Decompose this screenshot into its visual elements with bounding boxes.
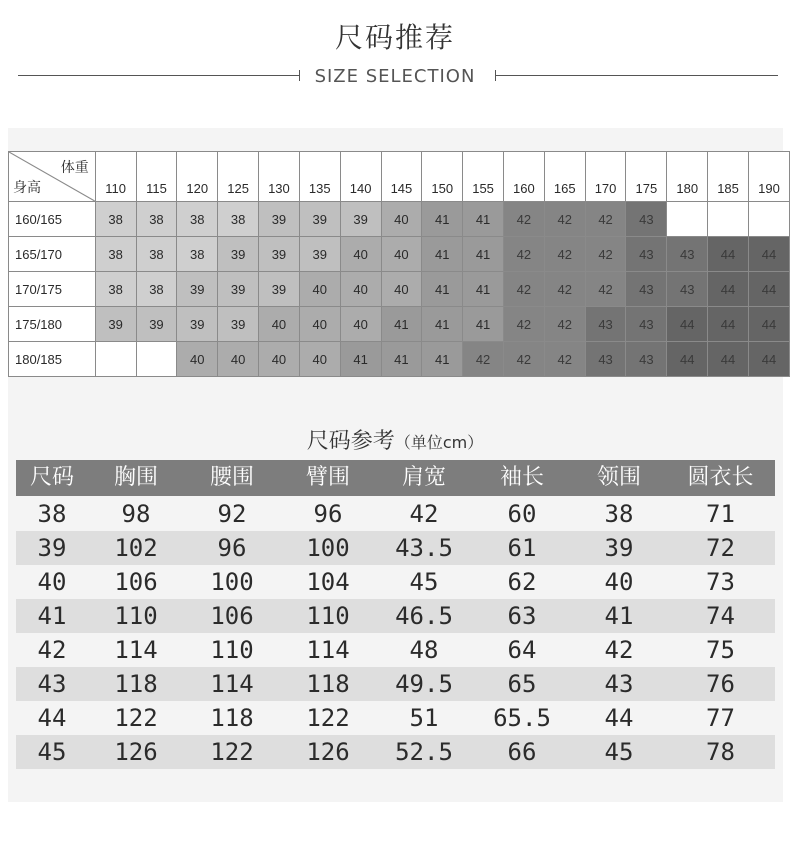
- table-row: [16, 599, 775, 633]
- height-label: 180/185: [9, 342, 96, 377]
- column-header: 腰围: [209, 465, 254, 490]
- table-cell: 52.5: [395, 738, 453, 766]
- table-cell: 114: [306, 636, 350, 664]
- table-cell: 45: [604, 738, 634, 766]
- weight-header-cell: 150: [422, 152, 463, 202]
- weight-header-cell: 130: [259, 152, 300, 202]
- title-divider-right: [495, 75, 778, 76]
- size-cell: 41: [340, 342, 381, 377]
- table-cell: 43: [37, 670, 67, 698]
- weight-header-cell: 140: [340, 152, 381, 202]
- size-cell: 44: [667, 307, 708, 342]
- table-row: [16, 735, 775, 769]
- table-cell: 44: [604, 704, 634, 732]
- size-cell: 39: [259, 202, 300, 237]
- size-cell: 42: [503, 237, 544, 272]
- table-cell: 106: [114, 568, 158, 596]
- weight-header-cell: 180: [667, 152, 708, 202]
- table-cell: 72: [706, 534, 735, 562]
- size-cell: 40: [381, 237, 422, 272]
- size-cell: 42: [544, 202, 585, 237]
- size-cell: 39: [299, 237, 340, 272]
- size-cell: 40: [177, 342, 218, 377]
- weight-header-cell: 145: [381, 152, 422, 202]
- table-row: [16, 701, 775, 735]
- table-cell: 40: [604, 568, 634, 596]
- size-cell: 39: [218, 307, 259, 342]
- size-cell: 39: [259, 272, 300, 307]
- height-label: 165/170: [9, 237, 96, 272]
- weight-axis-label: 体重: [60, 160, 89, 176]
- size-cell: 40: [299, 342, 340, 377]
- table-cell: 38: [37, 500, 67, 528]
- size-cell: 41: [422, 202, 463, 237]
- size-cell: 40: [340, 237, 381, 272]
- size-cell: 39: [259, 237, 300, 272]
- column-header: 胸围: [113, 465, 158, 490]
- table-cell: 122: [114, 704, 158, 732]
- table-row: [16, 531, 775, 565]
- table-row: [16, 667, 775, 701]
- column-header: 臂围: [305, 465, 350, 490]
- height-label: 175/180: [9, 307, 96, 342]
- size-cell: 44: [748, 272, 789, 307]
- table-cell: 73: [706, 568, 735, 596]
- size-cell: 41: [463, 272, 504, 307]
- column-header: 领围: [596, 465, 641, 490]
- table-cell: 110: [114, 602, 158, 630]
- size-cell: 44: [748, 307, 789, 342]
- size-cell: 39: [177, 307, 218, 342]
- size-cell: 39: [218, 237, 259, 272]
- size-cell: 43: [626, 237, 667, 272]
- table-cell: 126: [114, 738, 158, 766]
- table-cell: 66: [507, 738, 537, 766]
- size-cell: 42: [503, 272, 544, 307]
- table-cell: 64: [507, 636, 537, 664]
- size-cell: 41: [422, 237, 463, 272]
- table-corner: [9, 152, 96, 202]
- height-label: 160/165: [9, 202, 96, 237]
- size-cell: [136, 342, 177, 377]
- table-cell: 38: [604, 500, 634, 528]
- height-row: [9, 272, 790, 307]
- table-cell: 40: [37, 568, 67, 596]
- size-cell: 41: [381, 342, 422, 377]
- table-cell: 98: [121, 500, 151, 528]
- size-cell: 43: [585, 307, 626, 342]
- table-cell: 42: [37, 636, 67, 664]
- table-cell: 110: [306, 602, 350, 630]
- size-cell: 42: [544, 237, 585, 272]
- reference-unit: （单位cm）: [394, 433, 484, 452]
- size-cell: 41: [422, 342, 463, 377]
- size-cell: 40: [340, 307, 381, 342]
- size-cell: [748, 202, 789, 237]
- table-cell: 45: [37, 738, 67, 766]
- table-cell: 122: [306, 704, 350, 732]
- table-cell: 44: [37, 704, 67, 732]
- height-label: 170/175: [9, 272, 96, 307]
- size-cell: 42: [585, 202, 626, 237]
- size-cell: 43: [585, 342, 626, 377]
- size-recommendation-table: [8, 151, 790, 377]
- size-cell: 39: [340, 202, 381, 237]
- table-cell: 71: [706, 500, 735, 528]
- size-cell: 38: [136, 202, 177, 237]
- table-cell: 92: [217, 500, 247, 528]
- height-row: [9, 307, 790, 342]
- weight-header-cell: 175: [626, 152, 667, 202]
- size-cell: 42: [544, 272, 585, 307]
- table-cell: 42: [604, 636, 634, 664]
- column-header: 圆衣长: [687, 465, 754, 490]
- size-cell: 41: [463, 307, 504, 342]
- weight-header-cell: 125: [218, 152, 259, 202]
- table-cell: 39: [604, 534, 634, 562]
- size-cell: 41: [422, 272, 463, 307]
- size-cell: 41: [463, 202, 504, 237]
- table-cell: 122: [210, 738, 254, 766]
- table-cell: 114: [114, 636, 158, 664]
- table-row: [16, 497, 775, 531]
- table-cell: 39: [37, 534, 67, 562]
- table-row: [16, 565, 775, 599]
- reference-header-row: [16, 460, 775, 496]
- table-cell: 65.5: [493, 704, 551, 732]
- table-cell: 65: [507, 670, 537, 698]
- size-cell: [667, 202, 708, 237]
- size-cell: 39: [177, 272, 218, 307]
- size-cell: 40: [259, 342, 300, 377]
- table-cell: 110: [210, 636, 254, 664]
- size-cell: [95, 342, 136, 377]
- table-cell: 61: [507, 534, 537, 562]
- size-cell: 38: [136, 272, 177, 307]
- size-cell: 38: [136, 237, 177, 272]
- size-cell: 42: [585, 272, 626, 307]
- size-reference-table: [16, 497, 775, 769]
- size-cell: 43: [626, 307, 667, 342]
- table-cell: 43.5: [395, 534, 453, 562]
- weight-header-cell: 160: [503, 152, 544, 202]
- weight-header-cell: 110: [95, 152, 136, 202]
- table-cell: 45: [409, 568, 439, 596]
- page-title: 尺码推荐: [334, 21, 455, 54]
- column-header: 尺码: [29, 465, 74, 490]
- size-cell: 38: [177, 237, 218, 272]
- weight-header-cell: 185: [708, 152, 749, 202]
- weight-header-cell: 155: [463, 152, 504, 202]
- weight-header-cell: 115: [136, 152, 177, 202]
- size-cell: 42: [544, 342, 585, 377]
- size-cell: 43: [626, 342, 667, 377]
- size-cell: 42: [463, 342, 504, 377]
- size-cell: 44: [708, 272, 749, 307]
- table-cell: 96: [313, 500, 343, 528]
- size-cell: 43: [626, 272, 667, 307]
- size-cell: 42: [585, 237, 626, 272]
- size-cell: 39: [136, 307, 177, 342]
- size-cell: [708, 202, 749, 237]
- table-cell: 41: [604, 602, 634, 630]
- reference-title-text: 尺码参考: [306, 429, 395, 454]
- height-row: [9, 237, 790, 272]
- height-row: [9, 342, 790, 377]
- size-cell: 42: [544, 307, 585, 342]
- table-cell: 77: [706, 704, 735, 732]
- weight-header-cell: 170: [585, 152, 626, 202]
- table-cell: 48: [409, 636, 439, 664]
- table-cell: 78: [706, 738, 735, 766]
- table-cell: 41: [37, 602, 67, 630]
- size-cell: 40: [340, 272, 381, 307]
- table-cell: 60: [507, 500, 537, 528]
- reference-title: [0, 424, 790, 455]
- table-cell: 106: [210, 602, 254, 630]
- weight-header-row: [9, 152, 790, 202]
- table-row: [16, 633, 775, 667]
- table-cell: 96: [217, 534, 247, 562]
- table-cell: 74: [706, 602, 735, 630]
- size-cell: 44: [708, 342, 749, 377]
- size-cell: 40: [299, 272, 340, 307]
- size-cell: 44: [748, 342, 789, 377]
- table-cell: 63: [507, 602, 537, 630]
- size-cell: 38: [95, 272, 136, 307]
- table-cell: 62: [507, 568, 537, 596]
- table-cell: 100: [306, 534, 350, 562]
- size-cell: 39: [299, 202, 340, 237]
- table-cell: 76: [706, 670, 735, 698]
- table-cell: 102: [114, 534, 158, 562]
- weight-header-cell: 165: [544, 152, 585, 202]
- table-cell: 114: [210, 670, 254, 698]
- table-cell: 104: [306, 568, 350, 596]
- size-cell: 39: [218, 272, 259, 307]
- height-row: [9, 202, 790, 237]
- size-cell: 40: [381, 202, 422, 237]
- weight-header-cell: 190: [748, 152, 789, 202]
- size-cell: 44: [708, 237, 749, 272]
- size-cell: 39: [95, 307, 136, 342]
- size-cell: 42: [503, 342, 544, 377]
- table-cell: 100: [210, 568, 254, 596]
- table-cell: 126: [306, 738, 350, 766]
- size-cell: 43: [667, 272, 708, 307]
- weight-header-cell: 120: [177, 152, 218, 202]
- weight-header-cell: 135: [299, 152, 340, 202]
- table-cell: 46.5: [395, 602, 453, 630]
- table-cell: 49.5: [395, 670, 453, 698]
- size-cell: 40: [381, 272, 422, 307]
- size-cell: 40: [299, 307, 340, 342]
- size-cell: 42: [503, 307, 544, 342]
- size-cell: 38: [95, 237, 136, 272]
- size-cell: 41: [422, 307, 463, 342]
- table-cell: 51: [409, 704, 439, 732]
- size-cell: 41: [463, 237, 504, 272]
- size-cell: 43: [626, 202, 667, 237]
- size-cell: 38: [177, 202, 218, 237]
- column-header: 肩宽: [401, 465, 446, 490]
- size-cell: 38: [218, 202, 259, 237]
- table-cell: 118: [114, 670, 158, 698]
- size-cell: 43: [667, 237, 708, 272]
- column-header: 袖长: [499, 465, 544, 490]
- height-axis-label: 身高: [13, 180, 41, 196]
- table-cell: 118: [210, 704, 254, 732]
- size-cell: 38: [95, 202, 136, 237]
- size-cell: 41: [381, 307, 422, 342]
- page-subtitle: SIZE SELECTION: [314, 66, 476, 87]
- size-cell: 44: [748, 237, 789, 272]
- table-cell: 118: [306, 670, 350, 698]
- table-cell: 43: [604, 670, 634, 698]
- size-cell: 40: [218, 342, 259, 377]
- size-cell: 44: [667, 342, 708, 377]
- size-cell: 40: [259, 307, 300, 342]
- table-cell: 75: [706, 636, 735, 664]
- size-cell: 44: [708, 307, 749, 342]
- size-cell: 42: [503, 202, 544, 237]
- table-cell: 42: [409, 500, 439, 528]
